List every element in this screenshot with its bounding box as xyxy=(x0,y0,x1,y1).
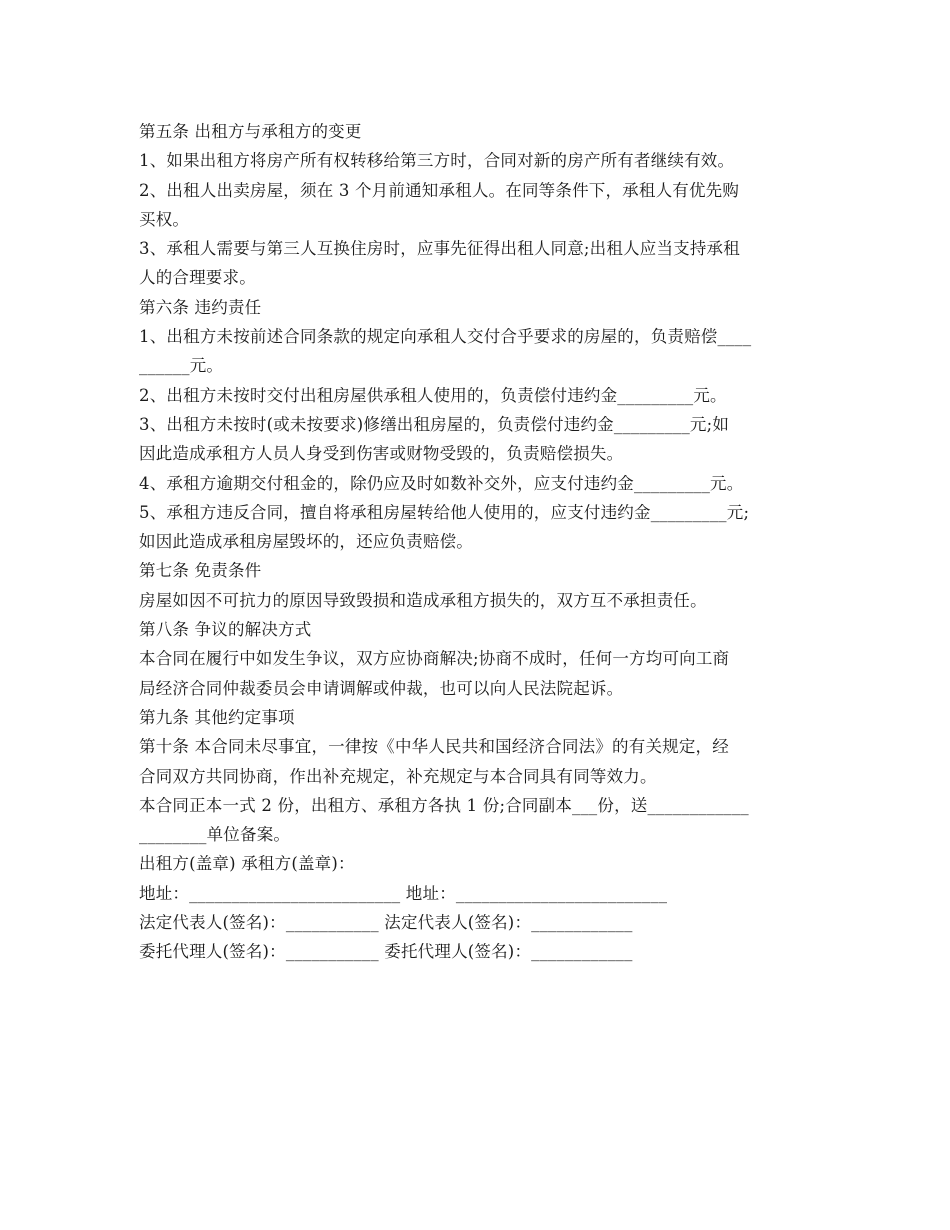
paragraph-line: 买权。 xyxy=(139,209,190,229)
paragraph-line: 局经济合同仲裁委员会申请调解或仲裁，也可以向人民法院起诉。 xyxy=(139,678,624,698)
paragraph-line: 如因此造成承租房屋毁坏的，还应负责赔偿。 xyxy=(139,532,473,552)
article-7-heading: 第七条 免责条件 xyxy=(139,561,262,581)
paragraph-line: 3、承租人需要与第三人互换住房时，应事先征得出租人同意;出租人应当支持承租 xyxy=(139,239,740,259)
article-6-heading: 第六条 违约责任 xyxy=(139,297,262,317)
paragraph-line: 5、承租方违反合同，擅自将承租房屋转给他人使用的，应支付违约金_________元; xyxy=(139,502,750,522)
paragraph-line: 因此造成承租方人员人身受到伤害或财物受毁的，负责赔偿损失。 xyxy=(139,444,624,464)
paragraph-line: 2、出租人出卖房屋，须在 3 个月前通知承租人。在同等条件下，承租人有优先购 xyxy=(139,180,740,200)
paragraph-line: 3、出租方未按时(或未按要求)修缮出租房屋的，负责偿付违约金_________元;如 xyxy=(139,414,730,434)
signature-address-line: 地址：_________________________ 地址：_________________________ xyxy=(139,883,668,903)
paragraph-line: 1、出租方未按前述合同条款的规定向承租人交付合乎要求的房屋的，负责赔偿____ xyxy=(139,327,752,347)
paragraph-line: 1、如果出租方将房产所有权转移给第三方时，合同对新的房产所有者继续有效。 xyxy=(139,151,735,171)
paragraph-line: ______元。 xyxy=(139,356,224,376)
contract-text xyxy=(139,117,819,967)
signature-legal-rep-line: 法定代表人(签名)：___________ 法定代表人(签名)：____________ xyxy=(139,913,633,933)
paragraph-line: 房屋如因不可抗力的原因导致毁损和造成承租方损失的，双方互不承担责任。 xyxy=(139,590,707,610)
paragraph-line: 2、出租方未按时交付出租房屋供承租人使用的，负责偿付违约金_________元。 xyxy=(139,385,727,405)
paragraph-line: 合同双方共同协商，作出补充规定，补充规定与本合同具有同等效力。 xyxy=(139,766,657,786)
paragraph-line: 本合同正本一式 2 份，出租方、承租方各执 1 份;合同副本___份，送____________ xyxy=(139,795,749,815)
article-10-line: 第十条 本合同未尽事宜，一律按《中华人民共和国经济合同法》的有关规定，经 xyxy=(139,737,729,757)
article-9-heading: 第九条 其他约定事项 xyxy=(139,707,295,727)
signature-agent-line: 委托代理人(签名)：___________ 委托代理人(签名)：____________ xyxy=(139,942,633,962)
paragraph-line: ________单位备案。 xyxy=(139,825,291,845)
article-8-heading: 第八条 争议的解决方式 xyxy=(139,620,312,640)
article-5-heading: 第五条 出租方与承租方的变更 xyxy=(139,122,362,141)
signature-parties-line: 出租方(盖章) 承租方(盖章)： xyxy=(139,854,355,874)
paragraph-line: 4、承租方逾期交付租金的，除仍应及时如数补交外，应支付违约金_________元。 xyxy=(139,473,744,493)
paragraph-line: 人的合理要求。 xyxy=(139,268,256,288)
paragraph-line: 本合同在履行中如发生争议，双方应协商解决;协商不成时，任何一方均可向工商 xyxy=(139,649,730,669)
